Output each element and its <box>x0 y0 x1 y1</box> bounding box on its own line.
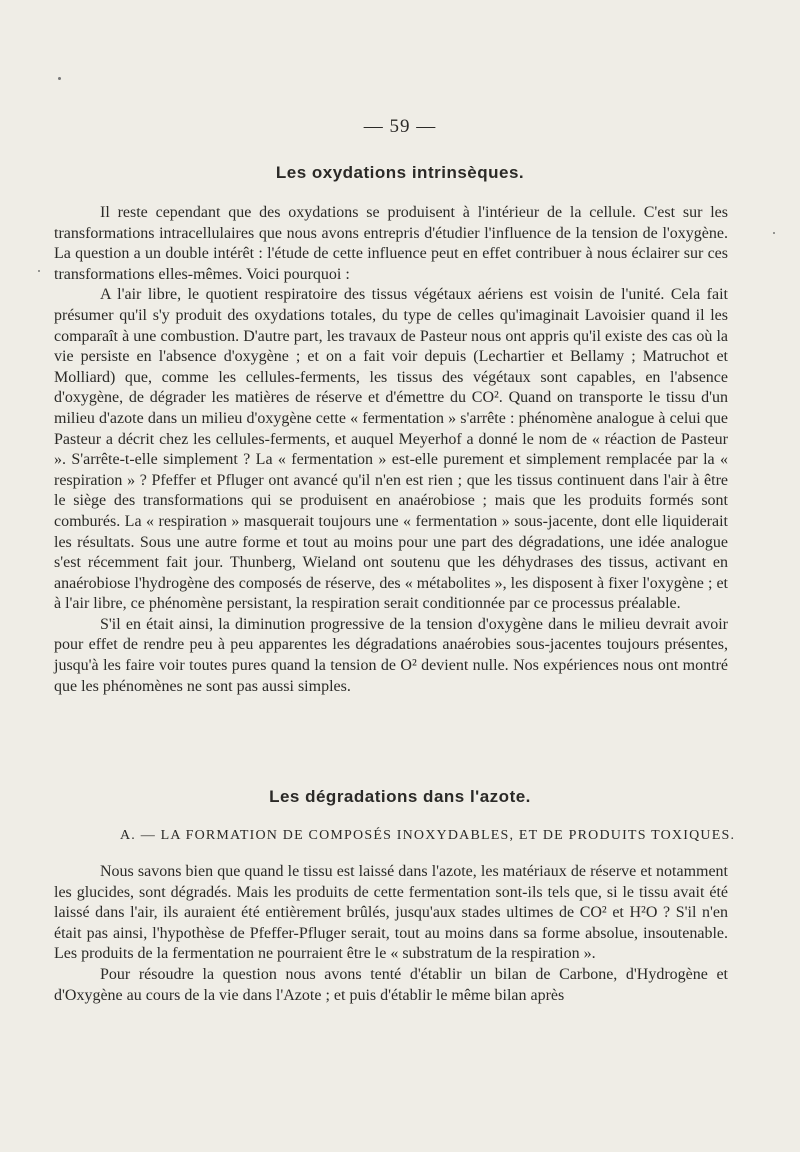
section-title-oxydations: Les oxydations intrinsèques. <box>275 163 525 182</box>
paragraph: Pour résoudre la question nous avons tenté d'établir un bilan de Carbone, d'Hydrogène et d'Oxygène au cours de la vie dans l'Azote ; et puis d'établir le même bilan après <box>54 965 728 1004</box>
paragraph: Nous savons bien que quand le tissu est laissé dans l'azote, les matériaux de réserve et notamment les glucides, sont dégradés. Mais les produits de cette fermentation sont-ils tels que, si le tissu avait été laissé dans l'air, ils auraient été entièrement brûlés, jusqu'aux stades ultimes de CO² et H²O ? S'il n'en était pas ainsi, l'hypothèse de Pfeffer-Pfluger serait, tout au moins dans sa forme absolue, insoutenable. Les produits de la fermentation ne pourraient être le « substratum de la respiration ». <box>54 863 728 963</box>
section-body-degradations <box>54 862 728 1006</box>
page-number: — 59 — <box>363 116 437 137</box>
paragraph: S'il en était ainsi, la diminution progressive de la tension d'oxygène dans le milieu devrait avoir pour effet de rendre peu à peu apparentes les dégradations anaérobies sous-jacentes toujours présentes, jusqu'à les faire voir toutes pures quand la tension de O² devient nulle. Nos expériences nous ont montré que les phénomènes ne sont pas aussi simples. <box>54 615 728 695</box>
section-body-oxydations <box>54 203 728 697</box>
paragraph: A l'air libre, le quotient respiratoire des tissus végétaux aériens est voisin de l'unité. Cela fait présumer qu'il s'y produit des oxydations totales, du type de celles qu'imaginait Lavoisier quand il les comparaît à une combustion. D'autre part, les travaux de Pasteur nous ont appris qu'il existe des cas où la vie persiste en l'absence d'oxygène ; et on a fait voir depuis (Lechartier et Bellamy ; Matruchot et Molliard) que, comme les cellules-ferments, les tissus des végétaux sont capables, en l'absence d'oxygène, de dégrader les matières de réserve et d'émettre du CO². Quand on transporte le tissu d'un milieu d'azote dans un milieu d'oxygène cette « fermentation » s'arrête : phénomène analogue à celui que Pasteur a décrit chez les cellules-ferments, et auquel Meyerhof a donné le nom de « réaction de Pasteur ». S'arrête-t-elle simplement ? La « fermentation » est-elle purement et simplement remplacée par la « respiration » ? Pfeffer et Pfluger ont avancé qu'il n'en est rien ; que les tissus continuent dans l'air à être le siège des transformations qui se produisent en anaérobiose ; mais que les produits formés sont comburés. La « respiration » masquerait toujours une « fermentation » sous-jacente, dont elle liquiderait les résultats. Sous une autre forme et tout au moins pour une part des dégradations, une idée analogue s'est récemment fait jour. Thunberg, Wieland ont soutenu que les déhydrases des tissus, activant en anaérobiose l'hydrogène des composés de réserve, des « métabolites », les disposent à fixer l'oxygène ; et à l'air libre, ce phénomène persistant, la respiration serait conditionnée par ce processus préalable. <box>54 286 728 613</box>
paper-speck <box>38 270 40 272</box>
paper-speck <box>773 232 775 234</box>
paper-speck <box>58 77 61 80</box>
section-title-degradations: Les dégradations dans l'azote. <box>269 787 531 806</box>
subsection-title: A. — LA FORMATION DE COMPOSÉS INOXYDABLES, ET DE PRODUITS TOXIQUES. <box>120 828 736 843</box>
paragraph: Il reste cependant que des oxydations se produisent à l'intérieur de la cellule. C'est sur les transformations intracellulaires que nous avons entrepris d'étudier l'influence de la tension de l'oxygène. La question a un double intérêt : l'étude de cette influence peut en effet contribuer à nous éclairer sur ces transformations elles-mêmes. Voici pourquoi : <box>54 204 728 283</box>
